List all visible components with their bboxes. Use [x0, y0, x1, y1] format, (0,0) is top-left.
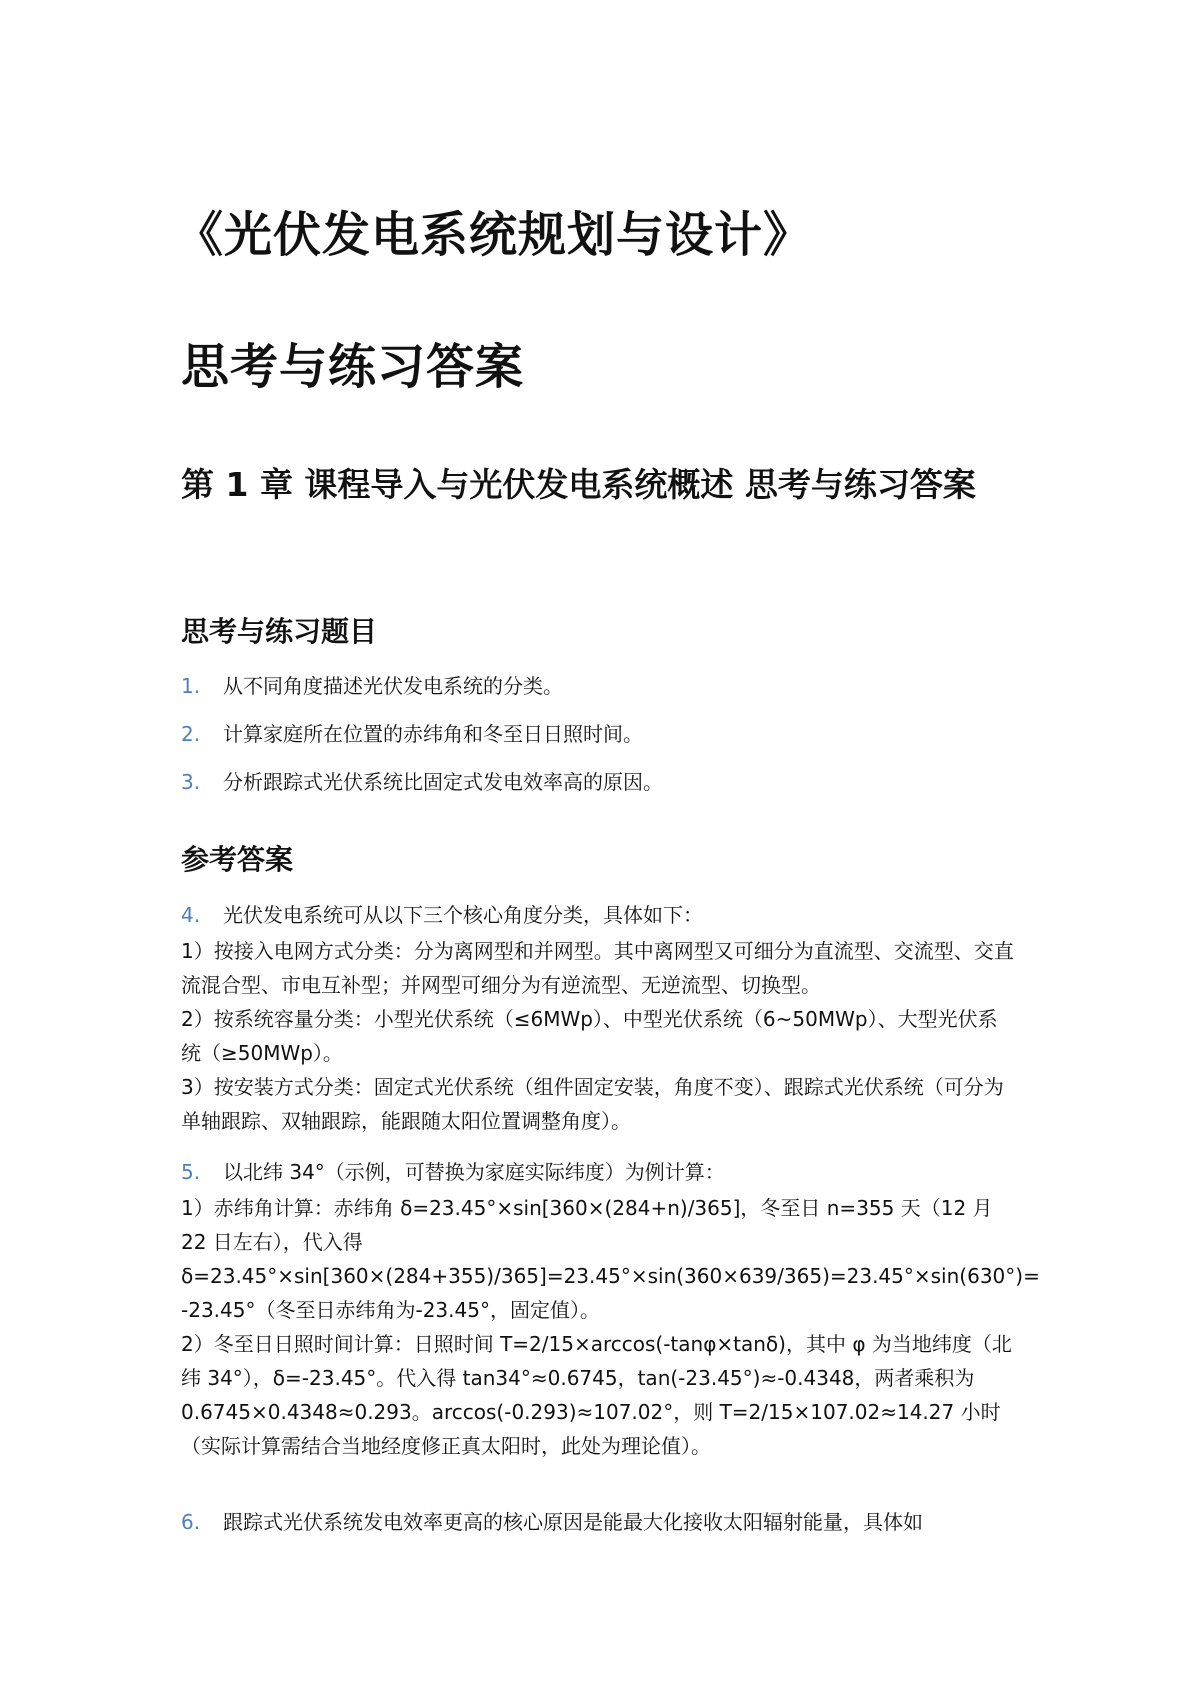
- question-text: 从不同角度描述光伏发电系统的分类。: [223, 674, 563, 698]
- question-text: 分析跟踪式光伏系统比固定式发电效率高的原因。: [223, 770, 663, 794]
- list-number: 2.: [181, 722, 201, 746]
- answer-line: 2）按系统容量分类：小型光伏系统（≤6MWp）、中型光伏系统（6~50MWp）、大型光伏系统（≥50MWp）。: [181, 1007, 998, 1065]
- chapter-heading: 第 1 章 课程导入与光伏发电系统概述 思考与练习答案: [181, 465, 976, 504]
- list-number: 3.: [181, 770, 201, 794]
- answer-lead-text: 以北纬 34°（示例，可替换为家庭实际纬度）为例计算：: [223, 1160, 725, 1184]
- list-item: [181, 668, 1011, 716]
- question-text: 计算家庭所在位置的赤纬角和冬至日日照时间。: [223, 722, 643, 746]
- answers-heading: 参考答案: [181, 843, 294, 876]
- document-subtitle: 思考与练习答案: [181, 339, 525, 395]
- answer-lead: [181, 1155, 1016, 1189]
- list-number: 4.: [181, 903, 201, 927]
- answer-lead-text: 跟踪式光伏系统发电效率更高的核心原因是能最大化接收太阳辐射能量，具体如: [223, 1510, 923, 1534]
- list-number: 5.: [181, 1160, 201, 1184]
- list-item: [181, 716, 1011, 764]
- answer-line: 3）按安装方式分类：固定式光伏系统（组件固定安装，角度不变）、跟踪式光伏系统（可分为单轴跟踪、双轴跟踪，能跟随太阳位置调整角度）。: [181, 1075, 1004, 1133]
- answer-block: [181, 1155, 1040, 1463]
- questions-heading: 思考与练习题目: [181, 615, 378, 648]
- answer-line: 1）赤纬角计算：赤纬角 δ=23.45°×sin[360×(284+n)/365]，冬至日 n=355 天（12 月 22 日左右），代入得 δ=23.45°×sin[360×(284+355)/365]=23.45°×sin(360×639/365)=23.45°×sin(630°)= -23.45°（冬至日赤纬角为-23.45°，固定值）。: [181, 1196, 1040, 1322]
- document-title: 《光伏发电系统规划与设计》: [175, 207, 813, 263]
- list-number: 1.: [181, 674, 201, 698]
- answer-block: [181, 898, 1016, 1138]
- answer-lead-text: 光伏发电系统可从以下三个核心角度分类，具体如下：: [223, 903, 703, 927]
- answer-line: 1）按接入电网方式分类：分为离网型和并网型。其中离网型又可细分为直流型、交流型、交直流混合型、市电互补型；并网型可细分为有逆流型、无逆流型、切换型。: [181, 939, 1014, 997]
- list-item: [181, 764, 1011, 812]
- answer-block: [181, 1505, 1016, 1541]
- list-number: 6.: [181, 1510, 201, 1534]
- question-list: [181, 668, 1011, 812]
- answer-lead: [181, 898, 1016, 932]
- answer-line: 2）冬至日日照时间计算：日照时间 T=2/15×arccos(-tanφ×tanδ)，其中 φ 为当地纬度（北纬 34°），δ=-23.45°。代入得 tan34°≈0.6745，tan(-23.45°)≈-0.4348，两者乘积为 0.6745×0.4348≈0.293。arccos(-0.293)≈107.02°，则 T=2/15×107.02≈14.27 小时（实际计算需结合当地经度修正真太阳时，此处为理论值）。: [181, 1332, 1012, 1458]
- answer-lead: [181, 1505, 1016, 1539]
